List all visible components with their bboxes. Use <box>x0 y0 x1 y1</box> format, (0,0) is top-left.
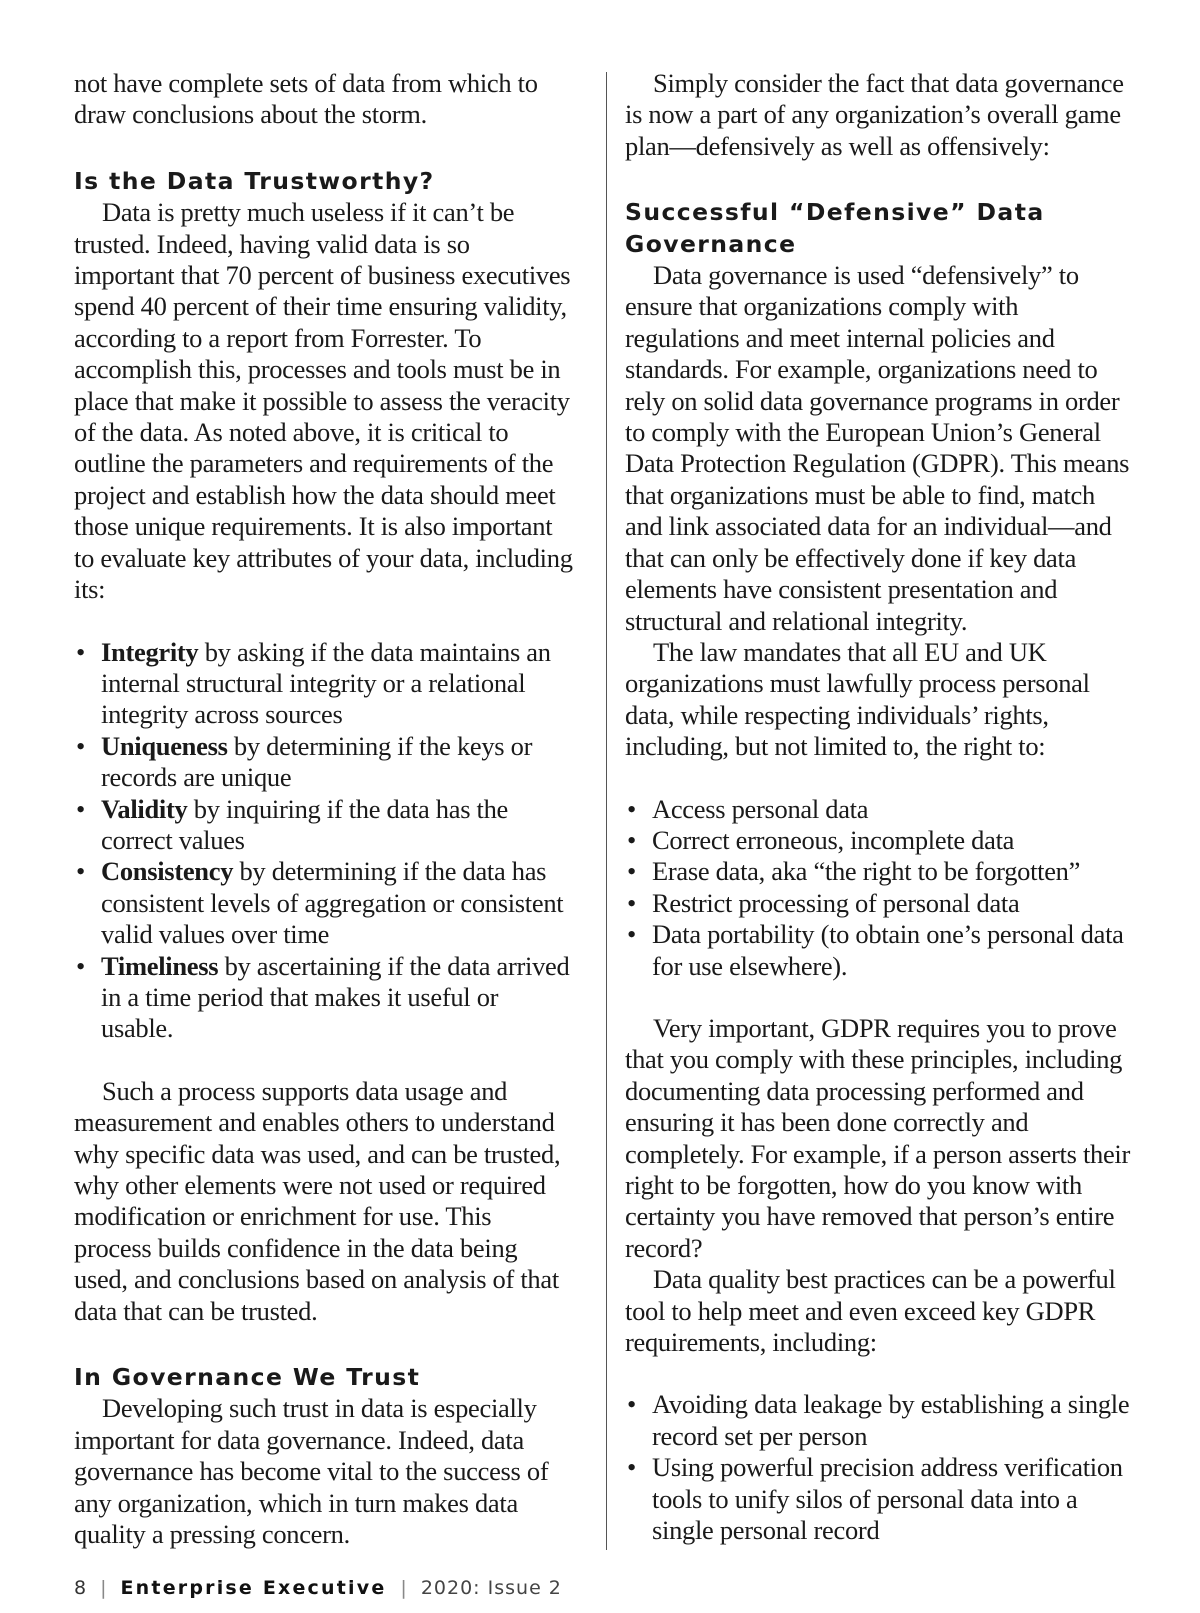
term-integrity: Integrity <box>101 636 199 667</box>
list-item: • Integrity by asking if the data maintains an internal structural integrity or a relational integrity across sources <box>74 637 574 731</box>
list-item: • Avoiding data leakage by establishing a single record set per person <box>625 1389 1135 1452</box>
column-divider <box>606 72 607 1550</box>
magazine-name: Enterprise Executive <box>120 1577 387 1599</box>
left-column <box>74 68 574 1550</box>
list-item: • Correct erroneous, incomplete data <box>625 825 1135 856</box>
footer-separator: | <box>100 1577 107 1599</box>
term-timeliness: Timeliness <box>101 950 219 981</box>
paragraph-law: The law mandates that all EU and UK organizations must lawfully process personal data, while respecting individuals’ rights, including, but not limited to, the right to: <box>625 636 1090 762</box>
list-item: • Timeliness by ascertaining if the data arrived in a time period that makes it useful or usable. <box>74 951 574 1045</box>
paragraph-gdpr: Very important, GDPR requires you to prove that you comply with these principles, including documenting data processing performed and ensuring it has been done correctly and completely. For example, if a person asserts their right to be forgotten, how do you know with certainty you have removed that person’s entire record? <box>625 1012 1131 1263</box>
list-item: • Erase data, aka “the right to be forgotten” <box>625 856 1135 887</box>
rights-list <box>625 794 1135 982</box>
term-consistency: Consistency <box>101 856 234 887</box>
list-item: • Uniqueness by determining if the keys or records are unique <box>74 731 574 794</box>
issue-label: 2020: Issue 2 <box>420 1577 562 1599</box>
paragraph-process: Such a process supports data usage and measurement and enables others to understand why specific data was used, and can be trusted, why other elements were not used or required modification or enrichment for use. This process builds confidence in the data being used, and conclusions based on analysis of that data that can be trusted. <box>74 1075 561 1326</box>
list-item: • Using powerful precision address verification tools to unify silos of personal data into a single personal record <box>625 1452 1135 1546</box>
paragraph-game-plan: Simply consider the fact that data governance is now a part of any organization’s overall game plan—defensively as well as offensively: <box>625 68 1124 161</box>
list-item: • Validity by inquiring if the data has the correct values <box>74 794 574 857</box>
heading-data-trustworthy: Is the Data Trustworthy? <box>74 166 435 195</box>
list-item: • Data portability (to obtain one’s personal data for use elsewhere). <box>625 919 1135 982</box>
term-validity: Validity <box>101 793 188 824</box>
list-item: • Restrict processing of personal data <box>625 888 1135 919</box>
paragraph-best-practices: Data quality best practices can be a powerful tool to help meet and even exceed key GDPR requirements, including: <box>625 1264 1116 1358</box>
list-item: • Access personal data <box>625 794 1135 825</box>
page-footer <box>74 1577 562 1599</box>
right-column <box>625 68 1135 1546</box>
practices-list <box>625 1389 1135 1546</box>
footer-separator: | <box>400 1577 407 1599</box>
intro-continuation: not have complete sets of data from which to draw conclusions about the storm. <box>74 68 538 130</box>
paragraph-defensive: Data governance is used “defensively” to ensure that organizations comply with regulations and meet internal policies and standards. For example, organizations need to rely on solid data governance programs in order to comply with the European Union’s General Data Protection Regulation (GDPR). This means that organizations must be able to find, match and link associated data for an individual—and that can only be effectively done if key data elements have consistent presentation and structural and relational integrity. <box>625 260 1130 636</box>
page-number: 8 <box>74 1577 87 1599</box>
paragraph-trust: Data is pretty much useless if it can’t be trusted. Indeed, having valid data is so important that 70 percent of business executives spend 40 percent of their time ensuring validity, according to a report from Forrester. To accomplish this, processes and tools must be in place that make it possible to assess the veracity of the data. As noted above, it is critical to outline the parameters and requirements of the project and establish how the data should meet those unique requirements. It is also important to evaluate key attributes of your data, including its: <box>74 197 573 605</box>
term-uniqueness: Uniqueness <box>101 730 228 761</box>
list-item: • Consistency by determining if the data has consistent levels of aggregation or consistent valid values over time <box>74 856 574 950</box>
paragraph-governance: Developing such trust in data is especially important for data governance. Indeed, data governance has become vital to the success of any organization, which in turn makes data quality a pressing concern. <box>74 1393 549 1550</box>
attributes-list <box>74 637 574 1045</box>
heading-defensive-governance: Successful “Defensive” Data Governance <box>625 198 1045 258</box>
heading-governance-trust: In Governance We Trust <box>74 1363 421 1392</box>
